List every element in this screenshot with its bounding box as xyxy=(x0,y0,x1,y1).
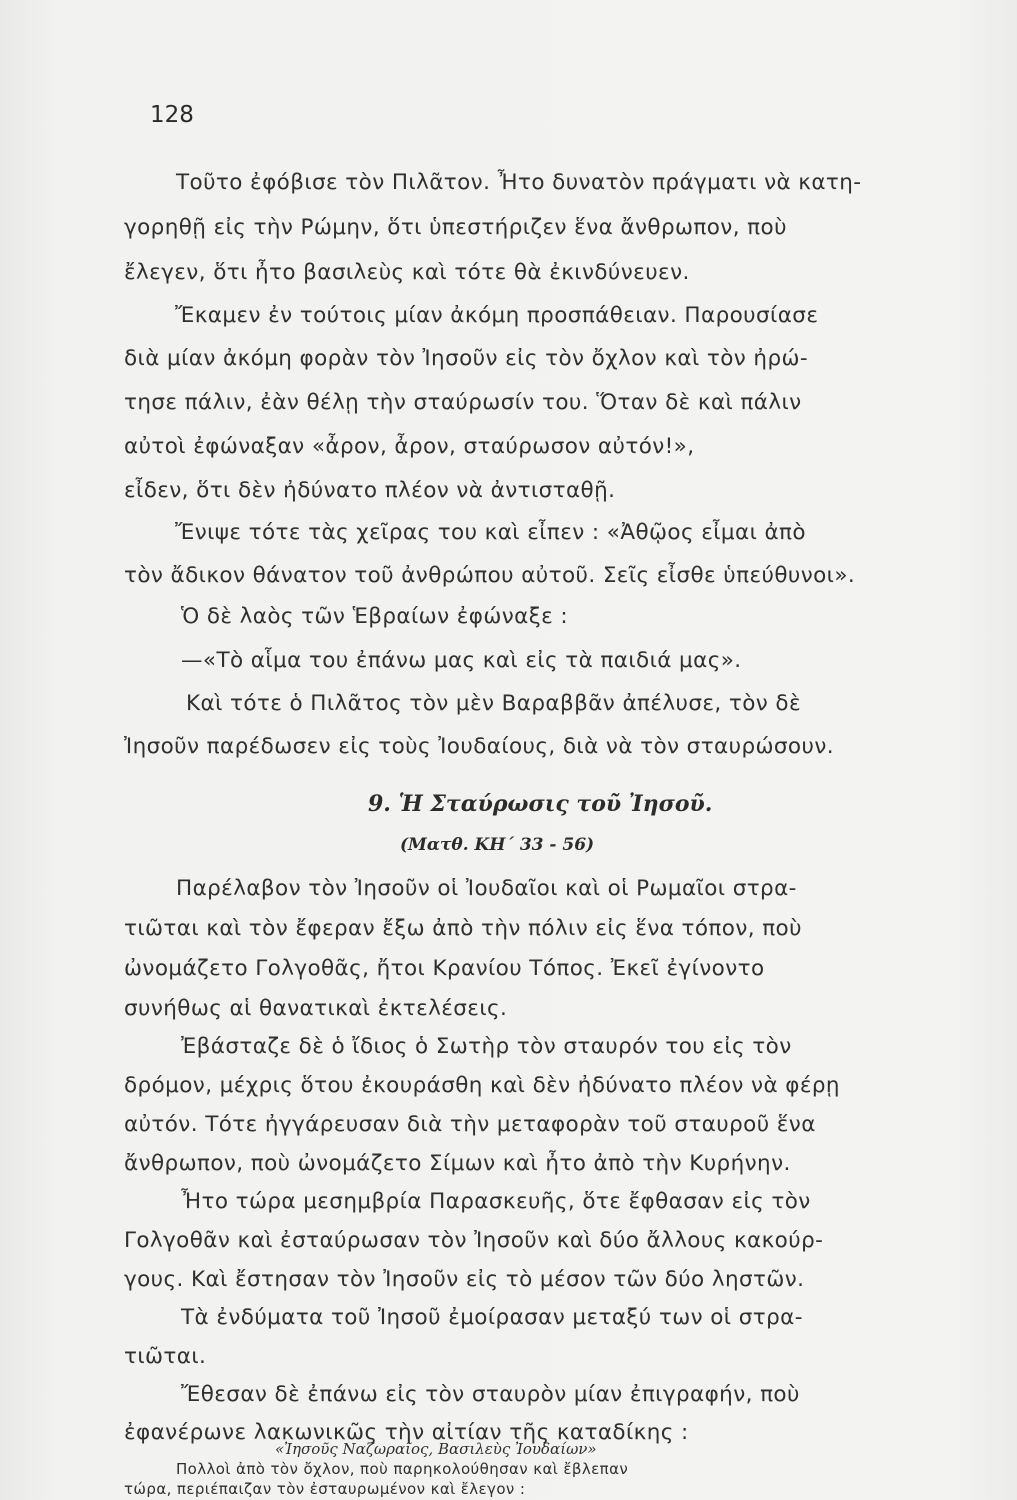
text-line: εἶδεν, ὅτι δὲν ἠδύνατο πλέον νὰ ἀντισταθῇ. xyxy=(124,478,616,503)
text-line: Ἔκαμεν ἐν τούτοις μίαν ἀκόμη προσπάθειαν. Παρουσίασε xyxy=(175,303,819,328)
text-line: Τὰ ἐνδύματα τοῦ Ἰησοῦ ἐμοίρασαν μεταξύ των οἱ στρα- xyxy=(181,1305,803,1330)
text-line: Ἔθεσαν δὲ ἐπάνω εἰς τὸν σταυρὸν μίαν ἐπιγραφήν, ποὺ xyxy=(181,1382,800,1407)
text-line: Ἐβάσταζε δὲ ὁ ἴδιος ὁ Σωτὴρ τὸν σταυρόν του εἰς τὸν xyxy=(181,1034,792,1059)
text-line: διὰ μίαν ἀκόμη φορὰν τὸν Ἰησοῦν εἰς τὸν ὄχλον καὶ τὸν ἠρώ- xyxy=(124,346,809,371)
text-line: τιῶται. xyxy=(124,1344,207,1369)
text-line: δρόμον, μέχρις ὅτου ἐκουράσθη καὶ δὲν ἠδύνατο πλέον νὰ φέρῃ xyxy=(124,1073,840,1098)
text-line: γορηθῇ εἰς τὴν Ρώμην, ὅτι ὑπεστήριζεν ἕνα ἄνθρωπον, ποὺ xyxy=(124,215,787,240)
text-line: Ἰησοῦν παρέδωσεν εἰς τοὺς Ἰουδαίους, διὰ νὰ τὸν σταυρώσουν. xyxy=(124,734,834,759)
text-line: γους. Καὶ ἔστησαν τὸν Ἰησοῦν εἰς τὸ μέσον τῶν δύο ληστῶν. xyxy=(124,1267,805,1292)
inscription-text: «Ἰησοῦς Ναζωραῖος, Βασιλεὺς Ἰουδαίων» xyxy=(275,1440,597,1458)
text-line: Ἦτο τώρα μεσημβρία Παρασκευῆς, ὅτε ἔφθασαν εἰς τὸν xyxy=(181,1189,811,1214)
text-line: συνήθως αἱ θανατικαὶ ἐκτελέσεις. xyxy=(124,996,508,1021)
section-reference: (Ματθ. ΚΗ΄ 33 - 56) xyxy=(400,835,595,855)
text-line: ὠνομάζετο Γολγοθᾶς, ἤτοι Κρανίου Τόπος. Ἐκεῖ ἐγίνοντο xyxy=(124,956,765,981)
text-line: ἔλεγεν, ὅτι ἦτο βασιλεὺς καὶ τότε θὰ ἐκινδύνευεν. xyxy=(124,260,690,285)
text-line: Γολγοθᾶν καὶ ἐσταύρωσαν τὸν Ἰησοῦν καὶ δύο ἄλλους κακούρ- xyxy=(124,1228,824,1253)
page-number: 128 xyxy=(150,102,194,128)
text-line: αὐτοὶ ἐφώναξαν «ἆρον, ἆρον, σταύρωσον αὐτόν!», xyxy=(124,434,695,459)
text-line: Παρέλαβον τὸν Ἰησοῦν οἱ Ἰουδαῖοι καὶ οἱ Ρωμαῖοι στρα- xyxy=(176,876,797,901)
text-line: Καὶ τότε ὁ Πιλᾶτος τὸν μὲν Βαραββᾶν ἀπέλυσε, τὸν δὲ xyxy=(186,691,801,716)
text-line: αὐτόν. Τότε ἠγγάρευσαν διὰ τὴν μεταφορὰν τοῦ σταυροῦ ἕνα xyxy=(124,1112,816,1137)
text-line: τησε πάλιν, ἐὰν θέλῃ τὴν σταύρωσίν του. Ὅταν δὲ καὶ πάλιν xyxy=(124,390,802,415)
text-line: Τοῦτο ἐφόβισε τὸν Πιλᾶτον. Ἦτο δυνατὸν πράγματι νὰ κατη- xyxy=(176,170,862,195)
text-line: τιῶται καὶ τὸν ἔφεραν ἔξω ἀπὸ τὴν πόλιν εἰς ἕνα τόπον, ποὺ xyxy=(124,916,802,941)
text-line: ἄνθρωπον, ποὺ ὠνομάζετο Σίμων καὶ ἦτο ἀπὸ τὴν Κυρήνην. xyxy=(124,1151,791,1176)
text-line: —«Τὸ αἷμα του ἐπάνω μας καὶ εἰς τὰ παιδιά μας». xyxy=(181,648,742,673)
text-line: Πολλοὶ ἀπὸ τὸν ὄχλον, ποὺ παρηκολούθησαν καὶ ἔβλεπαν xyxy=(176,1460,629,1478)
text-line: Ἔνιψε τότε τὰς χεῖρας του καὶ εἶπεν : «Ἀθῷος εἶμαι ἀπὸ xyxy=(175,520,806,545)
text-line: Ὁ δὲ λαὸς τῶν Ἑβραίων ἐφώναξε : xyxy=(181,604,569,629)
text-line: τὸν ἄδικον θάνατον τοῦ ἀνθρώπου αὐτοῦ. Σεῖς εἶσθε ὑπεύθυνοι». xyxy=(124,563,856,588)
section-title: 9. Ἡ Σταύρωσις τοῦ Ἰησοῦ. xyxy=(368,791,713,817)
text-line: τώρα, περιέπαιζαν τὸν ἐσταυρωμένον καὶ ἔλεγον : xyxy=(124,1480,526,1498)
text-line: ἐφανέρωνε λακωνικῶς τὴν αἰτίαν τῆς καταδίκης : xyxy=(124,1420,689,1445)
